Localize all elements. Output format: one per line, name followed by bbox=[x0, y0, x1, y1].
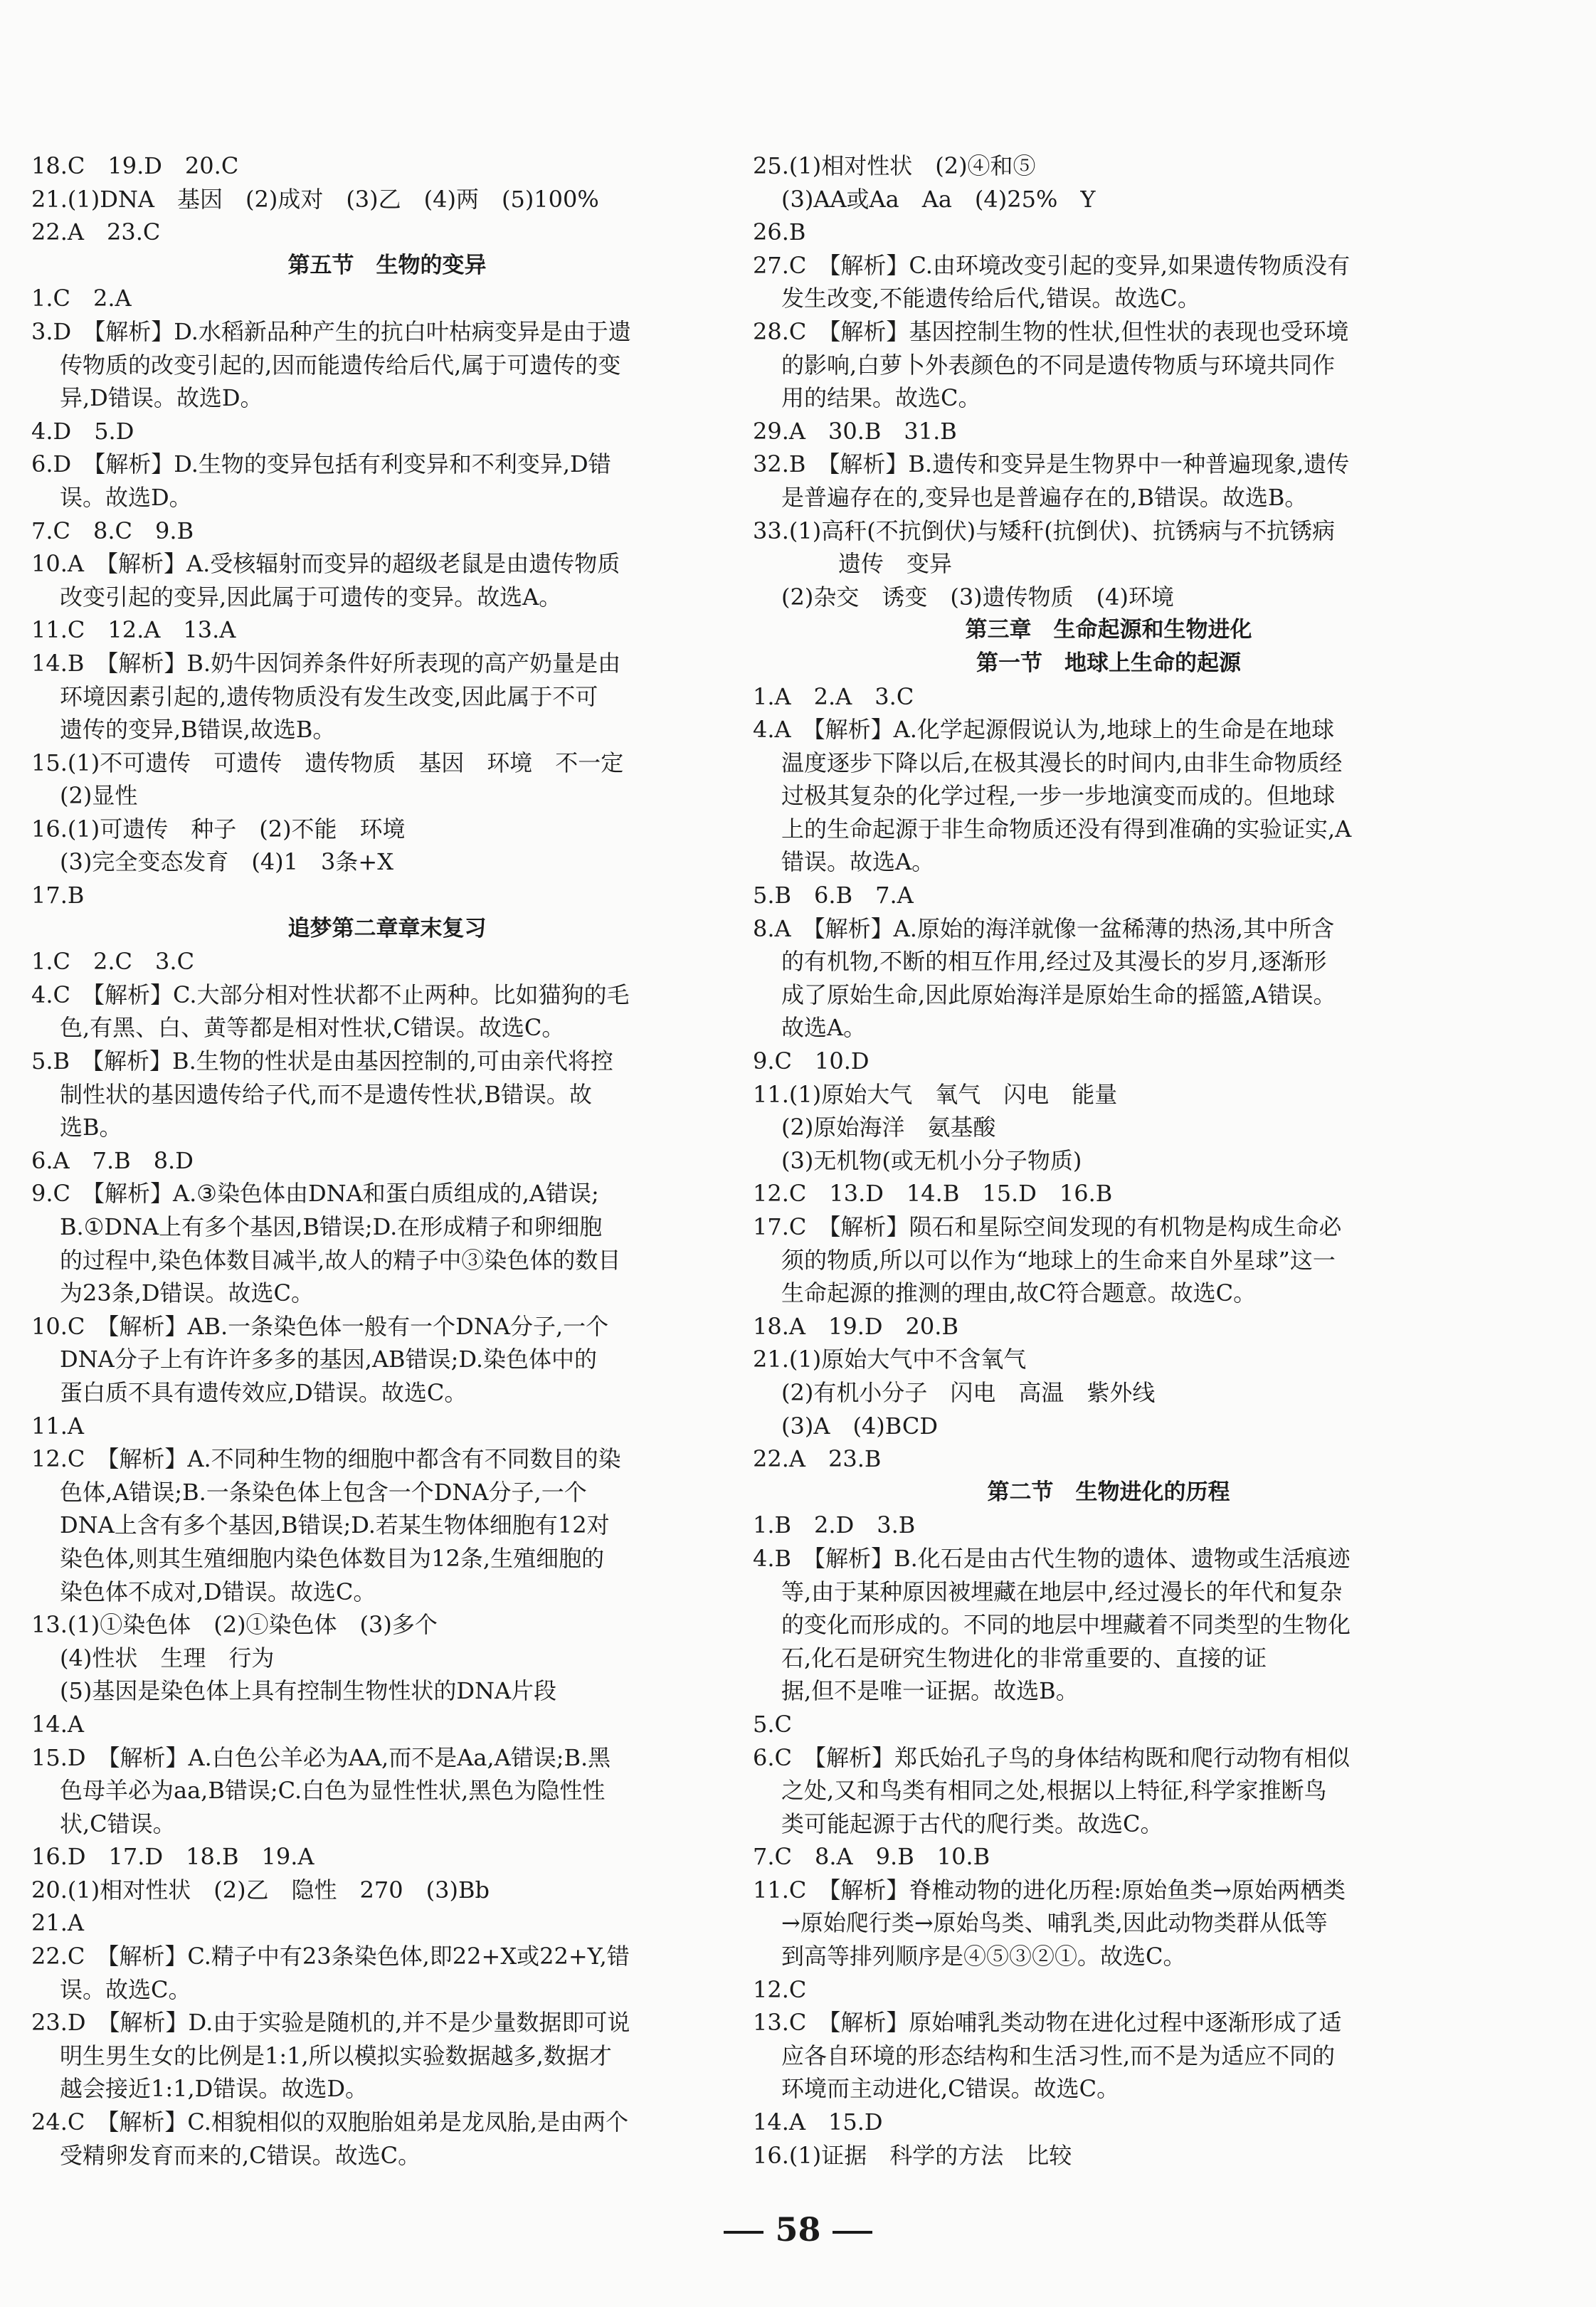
answer-line: 20.(1)相对性状 (2)乙 隐性 270 (3)Bb bbox=[31, 1876, 490, 1904]
dash-left bbox=[724, 2231, 763, 2234]
answer-line: 之处,又和鸟类有相同之处,根据以上特征,科学家推断鸟 bbox=[781, 1777, 1327, 1805]
section-heading: 第三章 生命起源和生物进化 bbox=[965, 617, 1252, 643]
answer-line: (3)A (4)BCD bbox=[781, 1412, 939, 1440]
answer-line: 应各自环境的形态结构和生活习性,而不是为适应不同的 bbox=[781, 2042, 1336, 2069]
answer-line: 1.C 2.C 3.C bbox=[31, 948, 195, 976]
answer-line: 12.C bbox=[753, 1975, 807, 2003]
answer-line: 4.C 【解析】C.大部分相对性状都不止两种。比如猫狗的毛 bbox=[31, 981, 630, 1008]
answer-line: 色体,A错误;B.一条染色体上包含一个DNA分子,一个 bbox=[60, 1478, 587, 1506]
answer-line: 据,但不是唯一证据。故选B。 bbox=[781, 1677, 1079, 1705]
answer-line: 9.C 10.D bbox=[753, 1047, 870, 1075]
answer-line: 6.D 【解析】D.生物的变异包括有利变异和不利变异,D错 bbox=[31, 450, 611, 478]
answer-line: 26.B bbox=[753, 218, 806, 246]
answer-line: 10.A 【解析】A.受核辐射而变异的超级老鼠是由遗传物质 bbox=[31, 550, 620, 578]
answer-line: 21.(1)原始大气中不含氧气 bbox=[753, 1346, 1027, 1373]
answer-line: 故选A。 bbox=[781, 1014, 867, 1042]
answer-line: 色,有黑、白、黄等都是相对性状,C错误。故选C。 bbox=[60, 1014, 565, 1042]
answer-line: 越会接近1:1,D错误。故选D。 bbox=[60, 2075, 368, 2103]
answer-line: 误。故选D。 bbox=[60, 483, 192, 511]
answer-line: →原始爬行类→原始鸟类、哺乳类,因此动物类群从低等 bbox=[781, 1909, 1328, 1937]
answer-line: 4.A 【解析】A.化学起源假说认为,地球上的生命是在地球 bbox=[753, 716, 1335, 744]
answer-line: 为23条,D错误。故选C。 bbox=[60, 1279, 315, 1307]
answer-line: 的过程中,染色体数目减半,故人的精子中③染色体的数目 bbox=[60, 1246, 621, 1274]
answer-line: 是普遍存在的,变异也是普遍存在的,B错误。故选B。 bbox=[781, 483, 1308, 511]
answer-line: 27.C 【解析】C.由环境改变引起的变异,如果遗传物质没有 bbox=[753, 251, 1351, 279]
answer-line: 8.A 【解析】A.原始的海洋就像一盆稀薄的热汤,其中所含 bbox=[753, 914, 1335, 942]
answer-line: 16.D 17.D 18.B 19.A bbox=[31, 1843, 315, 1871]
page-number-text: 58 bbox=[775, 2210, 821, 2249]
answer-line: 状,C错误。 bbox=[60, 1810, 176, 1837]
answer-line: (3)无机物(或无机小分子物质) bbox=[781, 1146, 1082, 1174]
answer-line: 异,D错误。故选D。 bbox=[60, 384, 263, 412]
answer-line: 5.B 【解析】B.生物的性状是由基因控制的,可由亲代将控 bbox=[31, 1047, 613, 1075]
answer-line: 17.B bbox=[31, 882, 85, 909]
answer-line: (2)杂交 诱变 (3)遗传物质 (4)环境 bbox=[781, 583, 1174, 611]
answer-line: 到高等排列顺序是④⑤③②①。故选C。 bbox=[781, 1943, 1186, 1970]
answer-line: 18.C 19.D 20.C bbox=[31, 152, 239, 179]
answer-line: DNA上含有多个基因,B错误;D.若某生物体细胞有12对 bbox=[60, 1511, 610, 1539]
answer-line: 发生改变,不能遗传给后代,错误。故选C。 bbox=[781, 285, 1200, 312]
answer-line: 的有机物,不断的相互作用,经过及其漫长的岁月,逐渐形 bbox=[781, 948, 1327, 976]
answer-line: 16.(1)可遗传 种子 (2)不能 环境 bbox=[31, 815, 406, 843]
answer-line: 10.C 【解析】AB.一条染色体一般有一个DNA分子,一个 bbox=[31, 1312, 609, 1340]
answer-line: 类可能起源于古代的爬行类。故选C。 bbox=[781, 1810, 1163, 1837]
left-column bbox=[31, 149, 743, 2172]
answer-line: 环境因素引起的,遗传物质没有发生改变,因此属于不可 bbox=[60, 682, 598, 710]
answer-line: (5)基因是染色体上具有控制生物性状的DNA片段 bbox=[60, 1677, 557, 1705]
answer-line: 1.C 2.A bbox=[31, 285, 132, 312]
section-heading: 第一节 地球上生命的起源 bbox=[976, 650, 1241, 676]
answer-line: 1.B 2.D 3.B bbox=[753, 1511, 916, 1539]
answer-line: 蛋白质不具有遗传效应,D错误。故选C。 bbox=[60, 1378, 467, 1406]
answer-line: 4.D 5.D bbox=[31, 417, 134, 445]
answer-line: 须的物质,所以可以作为“地球上的生命来自外星球”这一 bbox=[781, 1246, 1336, 1274]
answer-line: 23.D 【解析】D.由于实验是随机的,并不是少量数据即可说 bbox=[31, 2009, 630, 2037]
answer-line: 22.C 【解析】C.精子中有23条染色体,即22+X或22+Y,错 bbox=[31, 1943, 630, 1970]
answer-line: (4)性状 生理 行为 bbox=[60, 1644, 275, 1672]
answer-line: (3)完全变态发育 (4)1 3条+X bbox=[60, 848, 393, 876]
answer-line: 13.(1)①染色体 (2)①染色体 (3)多个 bbox=[31, 1611, 438, 1639]
dash-right bbox=[833, 2231, 872, 2234]
answer-line: 1.A 2.A 3.C bbox=[753, 682, 914, 710]
answer-line: 15.D 【解析】A.白色公羊必为AA,而不是Aa,A错误;B.黑 bbox=[31, 1743, 611, 1771]
answer-line: 染色体不成对,D错误。故选C。 bbox=[60, 1578, 376, 1605]
answer-line: 制性状的基因遗传给子代,而不是遗传性状,B错误。故 bbox=[60, 1080, 592, 1108]
answer-line: 14.B 【解析】B.奶牛因饲养条件好所表现的高产奶量是由 bbox=[31, 649, 621, 677]
answer-line: 7.C 8.C 9.B bbox=[31, 517, 194, 544]
answer-line: (2)有机小分子 闪电 高温 紫外线 bbox=[781, 1378, 1156, 1406]
answer-line: B.①DNA上有多个基因,B错误;D.在形成精子和卵细胞 bbox=[60, 1213, 603, 1240]
answer-line: 受精卵发育而来的,C错误。故选C。 bbox=[60, 2141, 421, 2169]
answer-line: 石,化石是研究生物进化的非常重要的、直接的证 bbox=[781, 1644, 1267, 1672]
answer-line: (3)AA或Aa Aa (4)25% Y bbox=[781, 185, 1096, 213]
answer-line: 7.C 8.A 9.B 10.B bbox=[753, 1843, 990, 1871]
answer-line: 上的生命起源于非生命物质还没有得到准确的实验证实,A bbox=[781, 815, 1352, 843]
answer-line: 12.C 【解析】A.不同种生物的细胞中都含有不同数目的染 bbox=[31, 1445, 621, 1473]
answer-line: 环境而主动进化,C错误。故选C。 bbox=[781, 2075, 1120, 2103]
answer-line: 32.B 【解析】B.遗传和变异是生物界中一种普遍现象,遗传 bbox=[753, 450, 1350, 478]
answer-line: 错误。故选A。 bbox=[781, 848, 935, 876]
answer-line: 21.(1)DNA 基因 (2)成对 (3)乙 (4)两 (5)100% bbox=[31, 185, 599, 213]
answer-line: 13.C 【解析】原始哺乳类动物在进化过程中逐渐形成了适 bbox=[753, 2009, 1342, 2037]
answer-line: 等,由于某种原因被埋藏在地层中,经过漫长的年代和复杂 bbox=[781, 1578, 1343, 1605]
answer-line: DNA分子上有许许多多的基因,AB错误;D.染色体中的 bbox=[60, 1346, 598, 1373]
answer-line: 5.C bbox=[753, 1710, 793, 1738]
answer-line: 选B。 bbox=[60, 1114, 122, 1141]
answer-line: 明生男生女的比例是1:1,所以模拟实验数据越多,数据才 bbox=[60, 2042, 612, 2069]
answer-line: 15.(1)不可遗传 可遗传 遗传物质 基因 环境 不一定 bbox=[31, 749, 624, 776]
answer-line: 12.C 13.D 14.B 15.D 16.B bbox=[753, 1180, 1113, 1208]
answer-line: 11.C 12.A 13.A bbox=[31, 616, 236, 644]
answer-line: 的变化而形成的。不同的地层中埋藏着不同类型的生物化 bbox=[781, 1611, 1351, 1639]
answer-line: (2)原始海洋 氨基酸 bbox=[781, 1114, 996, 1141]
answer-line: 6.C 【解析】郑氏始孔子鸟的身体结构既和爬行动物有相似 bbox=[753, 1743, 1351, 1771]
answer-line: 误。故选C。 bbox=[60, 1975, 191, 2003]
answer-line: 33.(1)高秆(不抗倒伏)与矮秆(抗倒伏)、抗锈病与不抗锈病 bbox=[753, 517, 1336, 544]
answer-line: 17.C 【解析】陨石和星际空间发现的有机物是构成生命必 bbox=[753, 1213, 1342, 1240]
answer-line: 25.(1)相对性状 (2)④和⑤ bbox=[753, 152, 1036, 179]
answer-line: 6.A 7.B 8.D bbox=[31, 1146, 194, 1174]
answer-line: 4.B 【解析】B.化石是由古代生物的遗体、遗物或生活痕迹 bbox=[753, 1544, 1351, 1572]
section-heading: 第五节 生物的变异 bbox=[287, 252, 487, 278]
answer-line: 21.A bbox=[31, 1909, 84, 1937]
answer-line: 22.A 23.B bbox=[753, 1445, 882, 1473]
answer-line: 11.C 【解析】脊椎动物的进化历程:原始鱼类→原始两栖类 bbox=[753, 1876, 1346, 1904]
answer-line: 成了原始生命,因此原始海洋是原始生命的摇篮,A错误。 bbox=[781, 981, 1336, 1008]
answer-line: 29.A 30.B 31.B bbox=[753, 417, 957, 445]
answer-line: (2)显性 bbox=[60, 782, 138, 810]
answer-line: 染色体,则其生殖细胞内染色体数目为12条,生殖细胞的 bbox=[60, 1544, 605, 1572]
answer-line: 色母羊必为aa,B错误;C.白色为显性性状,黑色为隐性性 bbox=[60, 1777, 606, 1805]
answer-line: 遗传 变异 bbox=[838, 550, 953, 578]
answer-line: 14.A 15.D bbox=[753, 2108, 883, 2136]
answer-line: 用的结果。故选C。 bbox=[781, 384, 981, 412]
answer-line: 3.D 【解析】D.水稻新品种产生的抗白叶枯病变异是由于遗 bbox=[31, 317, 631, 345]
right-column bbox=[753, 149, 1464, 2172]
answer-line: 传物质的改变引起的,因而能遗传给后代,属于可遗传的变 bbox=[60, 351, 621, 379]
answer-line: 14.A bbox=[31, 1710, 84, 1738]
answer-line: 温度逐步下降以后,在极其漫长的时间内,由非生命物质经 bbox=[781, 749, 1343, 776]
answer-line: 5.B 6.B 7.A bbox=[753, 882, 914, 909]
answer-line: 遗传的变异,B错误,故选B。 bbox=[60, 716, 336, 744]
answer-line: 18.A 19.D 20.B bbox=[753, 1312, 958, 1340]
section-heading: 追梦第二章章末复习 bbox=[287, 915, 487, 941]
answer-line: 24.C 【解析】C.相貌相似的双胞胎姐弟是龙凤胎,是由两个 bbox=[31, 2108, 629, 2136]
answer-line: 11.(1)原始大气 氧气 闪电 能量 bbox=[753, 1080, 1118, 1108]
answer-line: 的影响,白萝卜外表颜色的不同是遗传物质与环境共同作 bbox=[781, 351, 1336, 379]
answer-line: 11.A bbox=[31, 1412, 84, 1440]
answer-line: 9.C 【解析】A.③染色体由DNA和蛋白质组成的,A错误; bbox=[31, 1180, 599, 1208]
answer-line: 生命起源的推测的理由,故C符合题意。故选C。 bbox=[781, 1279, 1257, 1307]
answer-line: 改变引起的变异,因此属于可遗传的变异。故选A。 bbox=[60, 583, 562, 611]
answer-line: 28.C 【解析】基因控制生物的性状,但性状的表现也受环境 bbox=[753, 317, 1349, 345]
answer-line: 16.(1)证据 科学的方法 比较 bbox=[753, 2141, 1072, 2169]
page-number bbox=[0, 2210, 1596, 2249]
answer-line: 过极其复杂的化学过程,一步一步地演变而成的。但地球 bbox=[781, 782, 1336, 810]
answer-line: 22.A 23.C bbox=[31, 218, 161, 246]
section-heading: 第二节 生物进化的历程 bbox=[987, 1479, 1230, 1505]
